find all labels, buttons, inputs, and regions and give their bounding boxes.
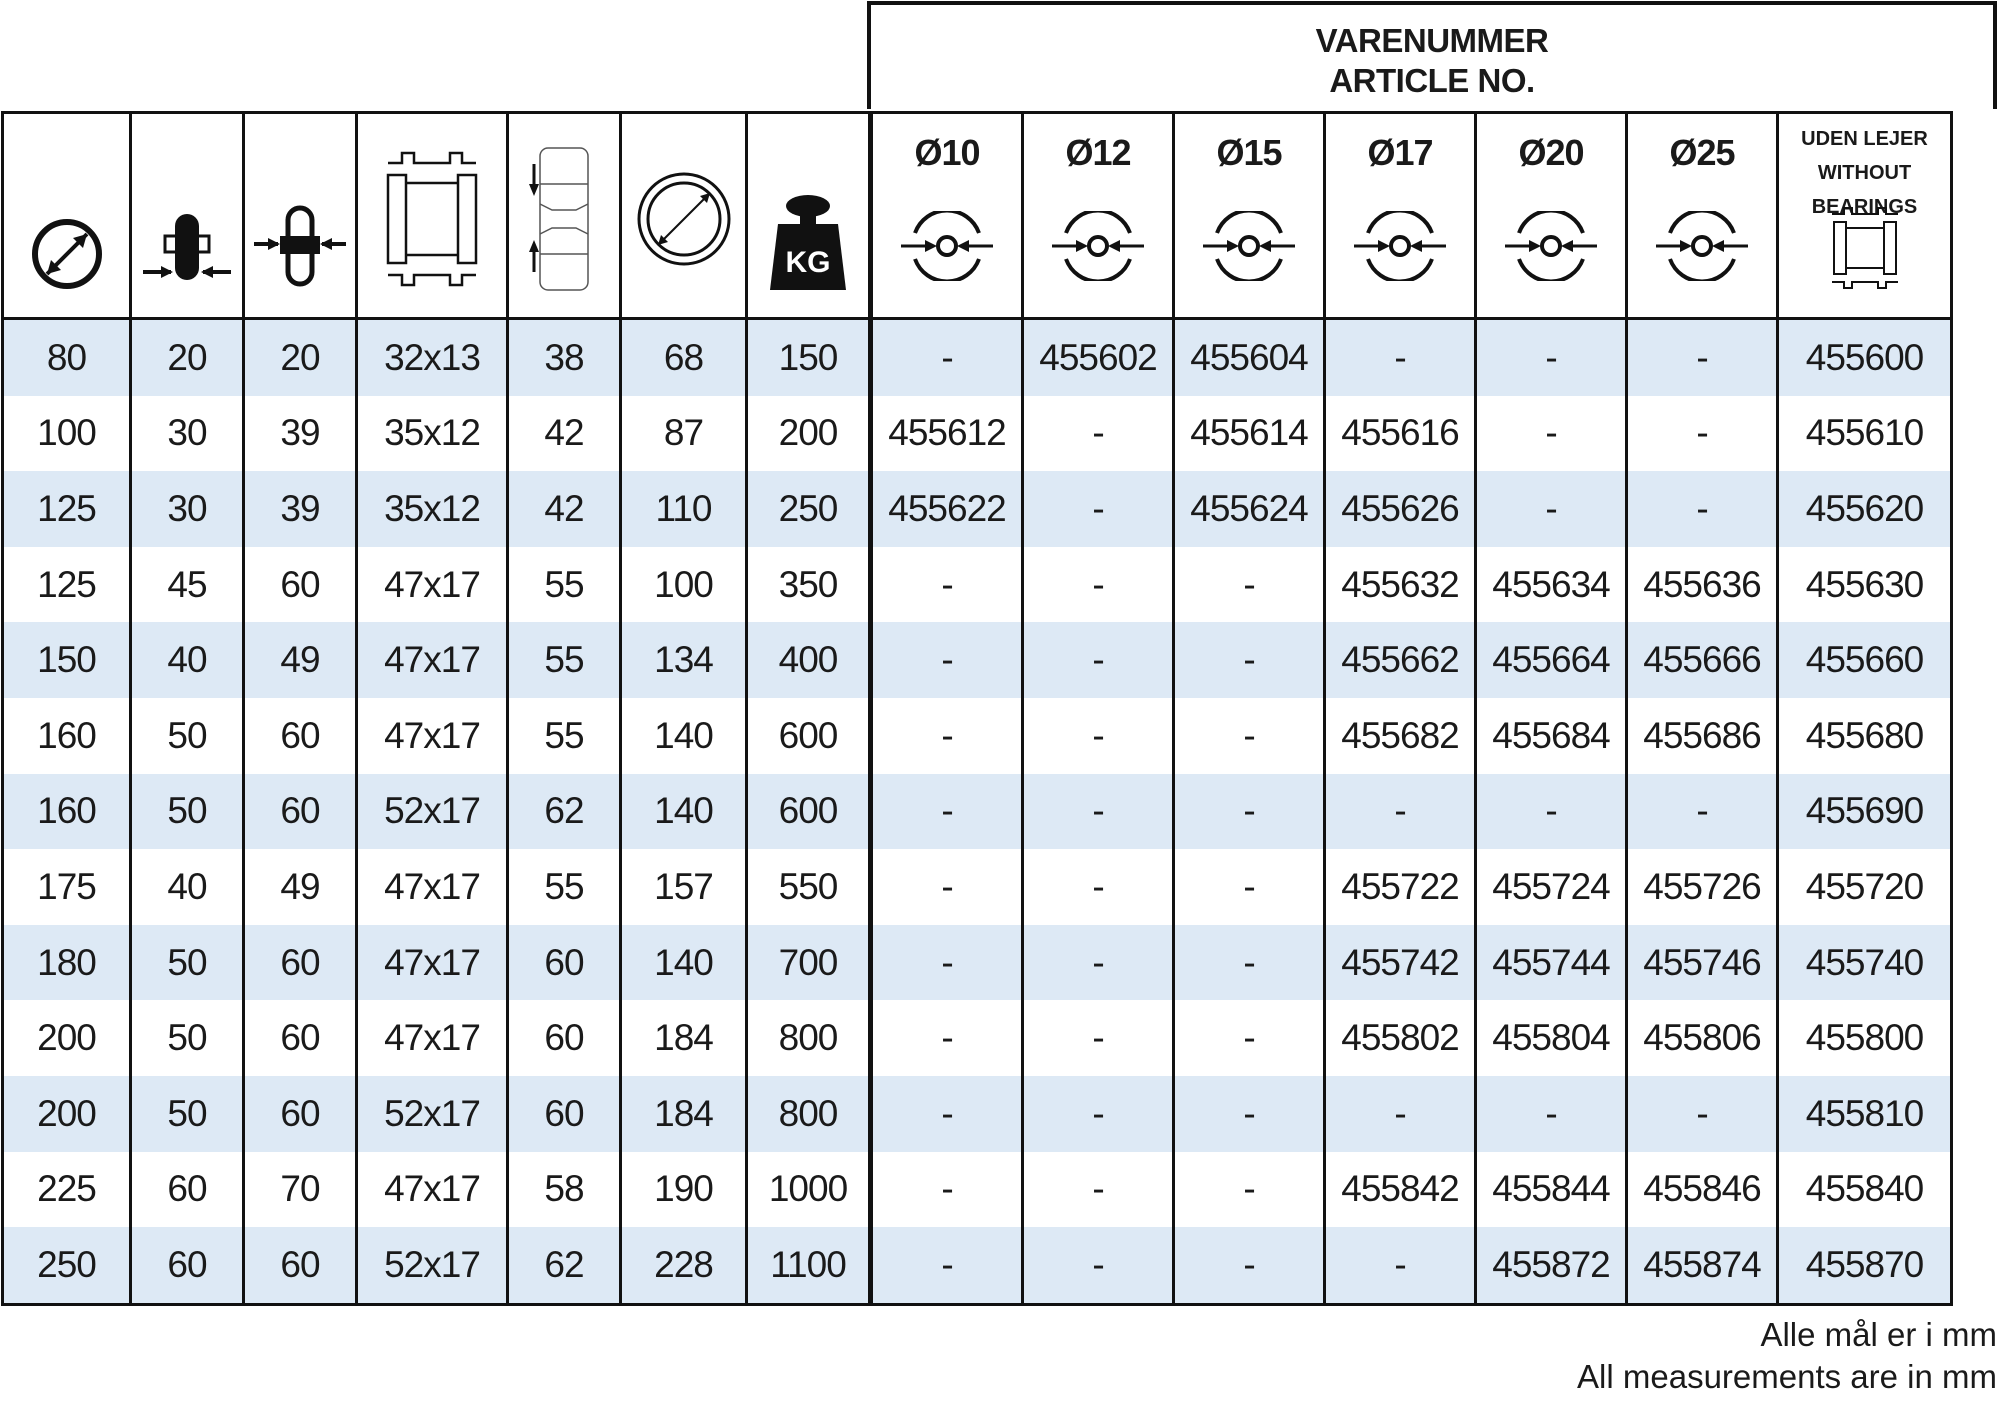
table-row xyxy=(3,774,1952,850)
table-cell: 49 xyxy=(244,849,357,925)
table-cell: 47x17 xyxy=(357,1000,508,1076)
table-cell: 47x17 xyxy=(357,849,508,925)
col-load-capacity xyxy=(747,113,871,319)
table-cell: 160 xyxy=(3,698,131,774)
table-cell: - xyxy=(871,849,1023,925)
table-cell: - xyxy=(1627,319,1778,396)
table-cell: 455600 xyxy=(1778,319,1952,396)
table-cell: 55 xyxy=(508,698,621,774)
table-cell: 455686 xyxy=(1627,698,1778,774)
table-cell: 455810 xyxy=(1778,1076,1952,1152)
table-cell: 47x17 xyxy=(357,547,508,623)
without-bearings-danish: UDEN LEJER xyxy=(1801,128,1928,150)
table-cell: 184 xyxy=(621,1076,747,1152)
table-cell: 42 xyxy=(508,471,621,547)
table-cell: 455620 xyxy=(1778,471,1952,547)
table-cell: 455626 xyxy=(1325,471,1476,547)
bore-icon xyxy=(1628,206,1776,286)
table-cell: - xyxy=(1174,1227,1325,1304)
table-cell: 250 xyxy=(747,471,871,547)
table-cell: - xyxy=(871,547,1023,623)
col-bore-25 xyxy=(1627,113,1778,319)
table-cell: 47x17 xyxy=(357,925,508,1001)
table-cell: - xyxy=(1476,471,1627,547)
table-cell: 455872 xyxy=(1476,1227,1627,1304)
table-cell: 455874 xyxy=(1627,1227,1778,1304)
hub-length-icon xyxy=(245,206,355,286)
table-cell: 125 xyxy=(3,471,131,547)
bore-label: Ø20 xyxy=(1518,132,1584,173)
table-cell: 455742 xyxy=(1325,925,1476,1001)
table-cell: 47x17 xyxy=(357,1152,508,1228)
table-cell: 40 xyxy=(131,849,244,925)
table-cell: 60 xyxy=(131,1227,244,1304)
table-cell: - xyxy=(871,622,1023,698)
table-cell: 455616 xyxy=(1325,396,1476,472)
table-cell: - xyxy=(1476,1076,1627,1152)
table-cell: 60 xyxy=(244,774,357,850)
table-cell: - xyxy=(1174,925,1325,1001)
table-cell: 700 xyxy=(747,925,871,1001)
table-cell: 250 xyxy=(3,1227,131,1304)
tread-width-icon xyxy=(132,210,242,290)
table-cell: 70 xyxy=(244,1152,357,1228)
table-cell: 52x17 xyxy=(357,774,508,850)
bore-label: Ø17 xyxy=(1367,132,1433,173)
table-cell: 100 xyxy=(3,396,131,472)
col-tread-width xyxy=(131,113,244,319)
table-cell: 228 xyxy=(621,1227,747,1304)
table-row xyxy=(3,1076,1952,1152)
table-cell: 550 xyxy=(747,849,871,925)
rim-diameter-icon xyxy=(622,134,745,304)
table-cell: 800 xyxy=(747,1076,871,1152)
article-title-english: ARTICLE NO. xyxy=(1329,62,1535,99)
table-cell: - xyxy=(871,319,1023,396)
table-cell: - xyxy=(1174,1000,1325,1076)
table-cell: 50 xyxy=(131,1000,244,1076)
table-cell: 52x17 xyxy=(357,1076,508,1152)
table-cell: - xyxy=(1325,774,1476,850)
bore-icon xyxy=(1175,206,1323,286)
table-cell: 800 xyxy=(747,1000,871,1076)
table-cell: 455660 xyxy=(1778,622,1952,698)
table-cell: 50 xyxy=(131,698,244,774)
table-cell: - xyxy=(1023,1227,1174,1304)
col-bearing-size xyxy=(357,113,508,319)
table-cell: 350 xyxy=(747,547,871,623)
col-bore-20 xyxy=(1476,113,1627,319)
table-cell: 455662 xyxy=(1325,622,1476,698)
table-cell: 150 xyxy=(747,319,871,396)
load-capacity-icon xyxy=(748,194,868,294)
col-bore-15 xyxy=(1174,113,1325,319)
table-cell: 180 xyxy=(3,925,131,1001)
table-cell: 50 xyxy=(131,925,244,1001)
table-row xyxy=(3,471,1952,547)
article-title-danish: VARENUMMER xyxy=(1315,22,1549,59)
table-cell: 455746 xyxy=(1627,925,1778,1001)
table-cell: 30 xyxy=(131,396,244,472)
table-cell: 455720 xyxy=(1778,849,1952,925)
table-cell: 50 xyxy=(131,774,244,850)
table-cell: 47x17 xyxy=(357,622,508,698)
bore-label: Ø10 xyxy=(914,132,980,173)
table-row xyxy=(3,547,1952,623)
spec-table-body xyxy=(3,319,1952,1305)
table-cell: 455614 xyxy=(1174,396,1325,472)
table-row xyxy=(3,925,1952,1001)
table-cell: 160 xyxy=(3,774,131,850)
table-cell: 190 xyxy=(621,1152,747,1228)
table-cell: 184 xyxy=(621,1000,747,1076)
table-cell: - xyxy=(1174,849,1325,925)
bore-icon xyxy=(1024,206,1172,286)
table-cell: 140 xyxy=(621,698,747,774)
table-cell: 455806 xyxy=(1627,1000,1778,1076)
table-cell: 50 xyxy=(131,1076,244,1152)
bore-label: Ø12 xyxy=(1065,132,1131,173)
table-cell: 455602 xyxy=(1023,319,1174,396)
table-cell: - xyxy=(1023,547,1174,623)
table-cell: 455740 xyxy=(1778,925,1952,1001)
table-cell: - xyxy=(871,1227,1023,1304)
table-cell: 68 xyxy=(621,319,747,396)
icon-header-row xyxy=(3,113,1952,319)
table-cell: 55 xyxy=(508,849,621,925)
table-cell: 140 xyxy=(621,925,747,1001)
spec-table xyxy=(1,111,1953,1306)
table-cell: 455722 xyxy=(1325,849,1476,925)
table-cell: 60 xyxy=(244,547,357,623)
table-cell: 62 xyxy=(508,774,621,850)
bore-label: Ø15 xyxy=(1216,132,1282,173)
table-cell: 39 xyxy=(244,396,357,472)
table-cell: - xyxy=(1023,774,1174,850)
table-cell: 60 xyxy=(508,1076,621,1152)
table-row xyxy=(3,1000,1952,1076)
table-cell: - xyxy=(1023,1076,1174,1152)
table-row xyxy=(3,396,1952,472)
table-cell: 455664 xyxy=(1476,622,1627,698)
table-cell: 200 xyxy=(3,1000,131,1076)
table-cell: - xyxy=(1174,1076,1325,1152)
table-cell: - xyxy=(1174,547,1325,623)
table-cell: 455726 xyxy=(1627,849,1778,925)
table-cell: 157 xyxy=(621,849,747,925)
table-cell: 455690 xyxy=(1778,774,1952,850)
table-cell: 175 xyxy=(3,849,131,925)
table-cell: 455844 xyxy=(1476,1152,1627,1228)
table-cell: 225 xyxy=(3,1152,131,1228)
bore-icon xyxy=(873,206,1021,286)
table-cell: - xyxy=(871,698,1023,774)
table-cell: - xyxy=(1476,774,1627,850)
table-cell: 455666 xyxy=(1627,622,1778,698)
bore-icon xyxy=(1477,206,1625,286)
table-cell: - xyxy=(1174,774,1325,850)
table-cell: 455840 xyxy=(1778,1152,1952,1228)
table-cell: 455870 xyxy=(1778,1227,1952,1304)
table-cell: 30 xyxy=(131,471,244,547)
table-cell: - xyxy=(1627,774,1778,850)
table-cell: 455632 xyxy=(1325,547,1476,623)
table-cell: 400 xyxy=(747,622,871,698)
table-cell: - xyxy=(1174,1152,1325,1228)
table-cell: - xyxy=(1023,849,1174,925)
without-bearings-english: WITHOUT BEARINGS xyxy=(1811,162,1918,218)
measurement-note-danish: Alle mål er i mm xyxy=(1760,1316,1997,1353)
table-cell: 60 xyxy=(244,698,357,774)
table-cell: 455802 xyxy=(1325,1000,1476,1076)
table-cell: - xyxy=(1174,698,1325,774)
table-cell: 455842 xyxy=(1325,1152,1476,1228)
table-cell: - xyxy=(1023,622,1174,698)
bore-label: Ø25 xyxy=(1669,132,1735,173)
table-cell: 455630 xyxy=(1778,547,1952,623)
table-cell: 87 xyxy=(621,396,747,472)
table-cell: - xyxy=(1627,1076,1778,1152)
table-cell: 455622 xyxy=(871,471,1023,547)
col-bore-12 xyxy=(1023,113,1174,319)
table-cell: 455636 xyxy=(1627,547,1778,623)
table-cell: 100 xyxy=(621,547,747,623)
table-row xyxy=(3,1152,1952,1228)
table-row xyxy=(3,319,1952,396)
table-cell: - xyxy=(871,1076,1023,1152)
table-cell: - xyxy=(1023,471,1174,547)
table-cell: 455800 xyxy=(1778,1000,1952,1076)
table-cell: - xyxy=(1325,1076,1476,1152)
table-cell: 47x17 xyxy=(357,698,508,774)
table-cell: - xyxy=(1023,925,1174,1001)
table-cell: 35x12 xyxy=(357,396,508,472)
table-cell: 60 xyxy=(244,1227,357,1304)
table-cell: 52x17 xyxy=(357,1227,508,1304)
table-cell: 40 xyxy=(131,622,244,698)
table-cell: - xyxy=(1023,1152,1174,1228)
table-cell: 140 xyxy=(621,774,747,850)
hub-without-bearings-icon xyxy=(1779,202,1950,294)
table-row xyxy=(3,622,1952,698)
col-hub-length xyxy=(244,113,357,319)
col-hub-height xyxy=(508,113,621,319)
measurement-note xyxy=(1577,1314,1997,1398)
table-cell: - xyxy=(1023,698,1174,774)
table-cell: 200 xyxy=(3,1076,131,1152)
table-cell: - xyxy=(871,1000,1023,1076)
table-row xyxy=(3,1227,1952,1304)
table-cell: 125 xyxy=(3,547,131,623)
table-cell: 455724 xyxy=(1476,849,1627,925)
table-cell: 20 xyxy=(131,319,244,396)
article-number-header xyxy=(867,1,1997,109)
table-cell: 455744 xyxy=(1476,925,1627,1001)
table-cell: 39 xyxy=(244,471,357,547)
table-cell: 455624 xyxy=(1174,471,1325,547)
table-cell: - xyxy=(871,925,1023,1001)
table-cell: 20 xyxy=(244,319,357,396)
col-without-bearings xyxy=(1778,113,1952,319)
table-cell: 60 xyxy=(244,1076,357,1152)
table-cell: - xyxy=(1325,1227,1476,1304)
table-cell: 55 xyxy=(508,622,621,698)
table-row xyxy=(3,849,1952,925)
table-cell: 80 xyxy=(3,319,131,396)
col-bore-10 xyxy=(871,113,1023,319)
table-cell: 600 xyxy=(747,774,871,850)
table-cell: 35x12 xyxy=(357,471,508,547)
table-cell: 455610 xyxy=(1778,396,1952,472)
table-cell: 455604 xyxy=(1174,319,1325,396)
bore-icon xyxy=(1326,206,1474,286)
table-cell: 455634 xyxy=(1476,547,1627,623)
table-cell: - xyxy=(1325,319,1476,396)
table-cell: 134 xyxy=(621,622,747,698)
table-cell: 110 xyxy=(621,471,747,547)
table-cell: 455684 xyxy=(1476,698,1627,774)
table-cell: 60 xyxy=(131,1152,244,1228)
table-cell: - xyxy=(1627,471,1778,547)
table-cell: 60 xyxy=(244,925,357,1001)
table-cell: 60 xyxy=(244,1000,357,1076)
table-cell: - xyxy=(1627,396,1778,472)
table-cell: 1000 xyxy=(747,1152,871,1228)
table-cell: - xyxy=(1023,1000,1174,1076)
table-cell: 455682 xyxy=(1325,698,1476,774)
table-cell: 150 xyxy=(3,622,131,698)
table-cell: 60 xyxy=(508,925,621,1001)
table-cell: 600 xyxy=(747,698,871,774)
table-cell: - xyxy=(871,774,1023,850)
hub-height-icon xyxy=(509,134,619,304)
table-cell: 49 xyxy=(244,622,357,698)
table-cell: - xyxy=(1476,396,1627,472)
table-cell: 455680 xyxy=(1778,698,1952,774)
measurement-note-english: All measurements are in mm xyxy=(1577,1358,1997,1395)
table-cell: 60 xyxy=(508,1000,621,1076)
table-cell: - xyxy=(871,1152,1023,1228)
table-cell: 58 xyxy=(508,1152,621,1228)
table-row xyxy=(3,698,1952,774)
table-cell: 42 xyxy=(508,396,621,472)
col-wheel-diameter xyxy=(3,113,131,319)
col-bore-17 xyxy=(1325,113,1476,319)
table-cell: 62 xyxy=(508,1227,621,1304)
table-cell: - xyxy=(1476,319,1627,396)
table-cell: - xyxy=(1023,396,1174,472)
table-cell: 45 xyxy=(131,547,244,623)
table-cell: 38 xyxy=(508,319,621,396)
table-cell: 1100 xyxy=(747,1227,871,1304)
bearing-size-icon xyxy=(358,134,506,304)
table-cell: 455612 xyxy=(871,396,1023,472)
col-rim-diameter xyxy=(621,113,747,319)
table-cell: 455846 xyxy=(1627,1152,1778,1228)
table-cell: 55 xyxy=(508,547,621,623)
kg-label: KG xyxy=(785,246,831,279)
table-cell: 200 xyxy=(747,396,871,472)
table-cell: 455804 xyxy=(1476,1000,1627,1076)
table-cell: 32x13 xyxy=(357,319,508,396)
wheel-diameter-icon xyxy=(4,214,129,294)
table-cell: - xyxy=(1174,622,1325,698)
